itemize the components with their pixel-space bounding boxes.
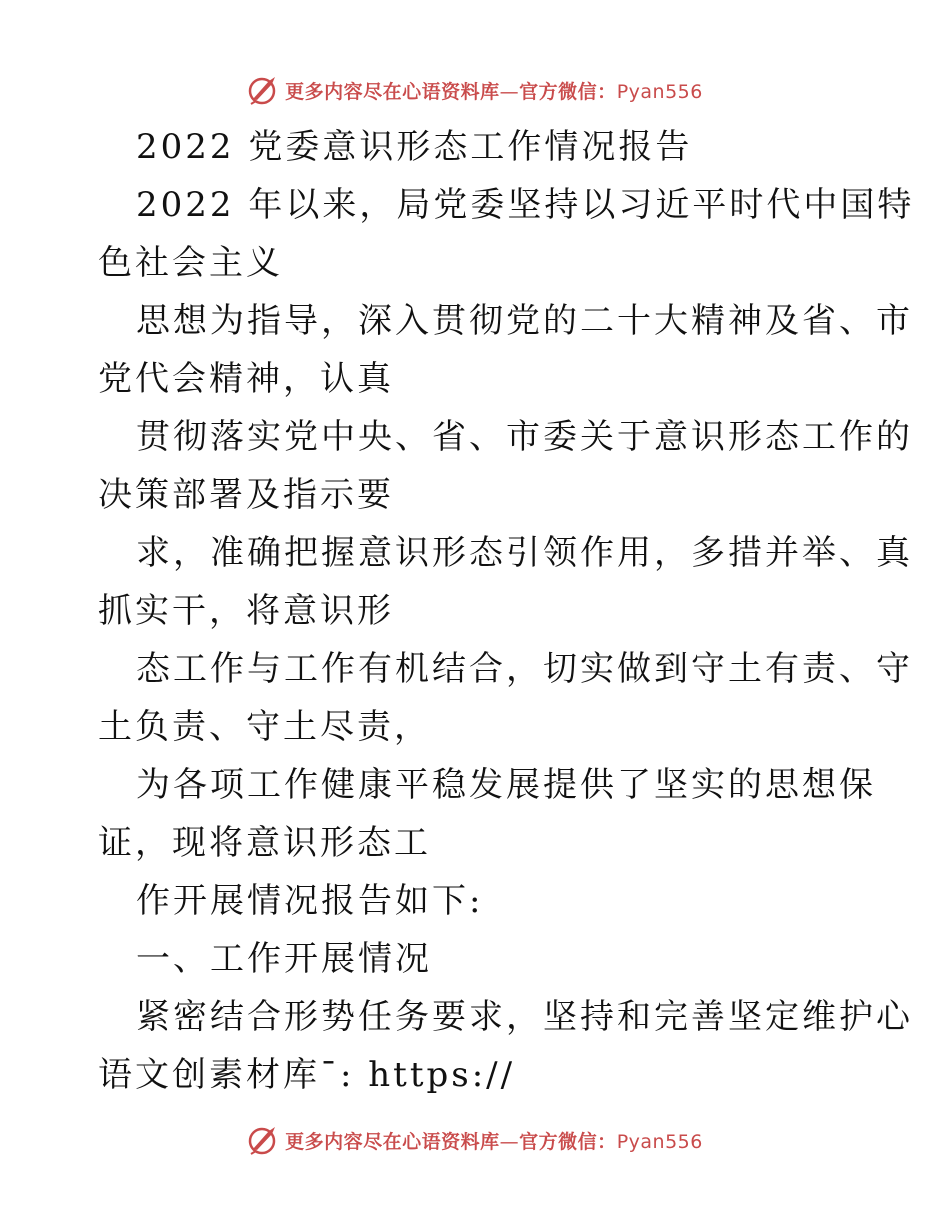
paragraph-line: 色社会主义	[98, 243, 283, 283]
header-watermark	[0, 70, 950, 110]
section-heading: 一、工作开展情况	[136, 939, 432, 979]
document-title: 2022 党委意识形态工作情况报告	[136, 127, 693, 167]
paragraph-line: 为各项工作健康平稳发展提供了坚实的思想保	[136, 765, 876, 805]
paragraph-line: 思想为指导，深入贯彻党的二十大精神及省、市	[136, 301, 913, 341]
paragraph-line: 态工作与工作有机结合，切实做到守土有责、守	[136, 649, 913, 689]
watermark-site-text: 更多内容尽在心语资料库	[285, 80, 500, 103]
paragraph-line: 证，现将意识形态工	[98, 823, 431, 863]
watermark-separator: —	[499, 1130, 520, 1153]
watermark-official-label: 官方微信：	[519, 1130, 617, 1153]
paragraph-line: 2022 年以来，局党委坚持以习近平时代中国特	[136, 185, 915, 225]
quill-circle-icon	[247, 1123, 281, 1157]
document-body	[98, 118, 915, 1104]
watermark-text	[285, 1127, 703, 1154]
paragraph-line: 贯彻落实党中央、省、市委关于意识形态工作的	[136, 417, 913, 457]
watermark-text	[285, 77, 703, 104]
watermark-wechat-id: Pyan556	[616, 1130, 703, 1153]
watermark-site-text: 更多内容尽在心语资料库	[285, 1130, 500, 1153]
paragraph-line: 语文创素材库¯: https://	[98, 1055, 516, 1095]
paragraph-line: 决策部署及指示要	[98, 475, 394, 515]
paragraph-line: 紧密结合形势任务要求，坚持和完善坚定维护心	[136, 997, 913, 1037]
paragraph-line: 土负责、守土尽责，	[98, 707, 431, 747]
paragraph-line: 抓实干，将意识形	[98, 591, 394, 631]
paragraph-line: 党代会精神，认真	[98, 359, 394, 399]
watermark-separator: —	[499, 80, 520, 103]
paragraph-line: 作开展情况报告如下:	[136, 881, 484, 921]
footer-watermark	[0, 1120, 950, 1160]
watermark-official-label: 官方微信：	[519, 80, 617, 103]
paragraph-line: 求，准确把握意识形态引领作用，多措并举、真	[136, 533, 913, 573]
watermark-wechat-id: Pyan556	[616, 80, 703, 103]
quill-circle-icon	[247, 73, 281, 107]
